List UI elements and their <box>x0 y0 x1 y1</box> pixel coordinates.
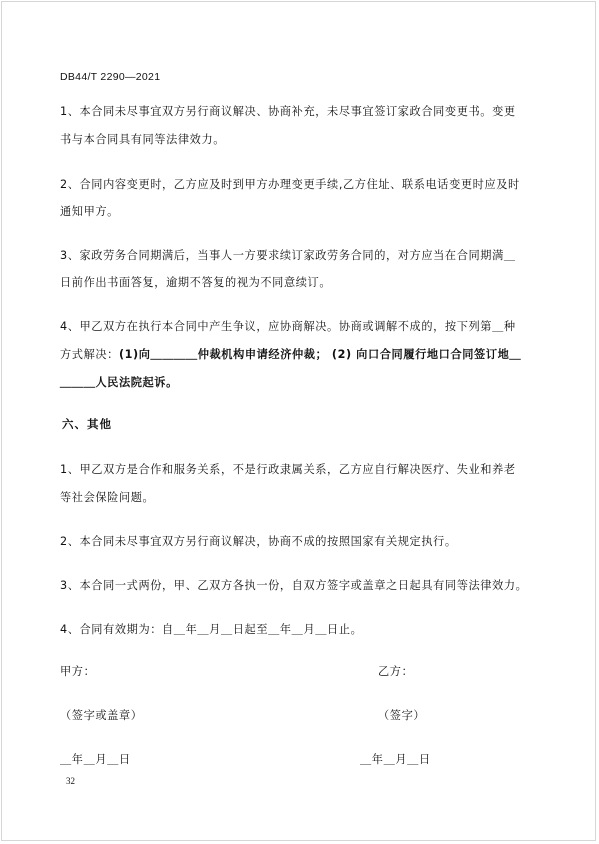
party-a-date: ＿年＿月＿日 <box>60 753 131 766</box>
section-6-clause-2: 2、本合同未尽事宜双方另行商议解决，协商不成的按照国家有关规定执行。 <box>60 535 457 548</box>
clause-4-line-1: 4、甲乙双方在执行本合同中产生争议，应协商解决。协商或调解不成的，按下列第＿种 <box>60 320 516 333</box>
document-code: DB44/T 2290—2021 <box>60 71 161 83</box>
clause-1-line-2: 书与本合同具有同等法律效力。 <box>60 133 226 146</box>
page-number: 32 <box>66 776 75 786</box>
party-b-date: ＿年＿月＿日 <box>360 753 431 766</box>
clause-3-line-2: 日前作出书面答复，逾期不答复的视为不同意续订。 <box>60 276 332 289</box>
clause-4-line-3: ＿＿＿人民法院起诉。 <box>60 376 178 389</box>
clause-3-line-1: 3、家政劳务合同期满后，当事人一方要求续订家政劳务合同的，对方应当在合同期满＿ <box>60 249 516 262</box>
section-6-clause-3: 3、本合同一式两份，甲、乙双方各执一份，自双方签字或盖章之日起具有同等法律效力。 <box>60 579 528 592</box>
section-6-title: 六、其他 <box>62 417 112 431</box>
section-6-clause-1-line-1: 1、甲乙双方是合作和服务关系，不是行政隶属关系，乙方应自行解决医疗、失业和养老 <box>60 463 516 476</box>
clause-1-line-1: 1、本合同未尽事宜双方另行商议解决、协商补充，未尽事宜签订家政合同变更书。变更 <box>60 105 516 118</box>
party-a-signature: （签字或盖章） <box>60 709 143 722</box>
clause-4-line-2-plain: 方式解决： <box>60 348 119 361</box>
party-b-signature: （签字） <box>378 709 426 722</box>
party-a-label: 甲方： <box>60 665 96 678</box>
clause-2-line-2: 通知甲方。 <box>60 205 119 218</box>
party-b-label: 乙方： <box>378 665 414 678</box>
clause-4-line-2-bold: (1)向＿＿＿＿仲裁机构申请经济仲裁； (2) 向口合同履行地口合同签订地＿ <box>118 348 522 361</box>
section-6-clause-1-line-2: 等社会保险问题。 <box>60 491 155 504</box>
clause-4-line-2 <box>60 346 521 362</box>
clause-2-line-1: 2、合同内容变更时，乙方应及时到甲方办理变更手续,乙方住址、联系电话变更时应及时 <box>60 178 520 191</box>
section-6-clause-4: 4、合同有效期为：自＿年＿月＿日起至＿年＿月＿日止。 <box>60 623 363 636</box>
